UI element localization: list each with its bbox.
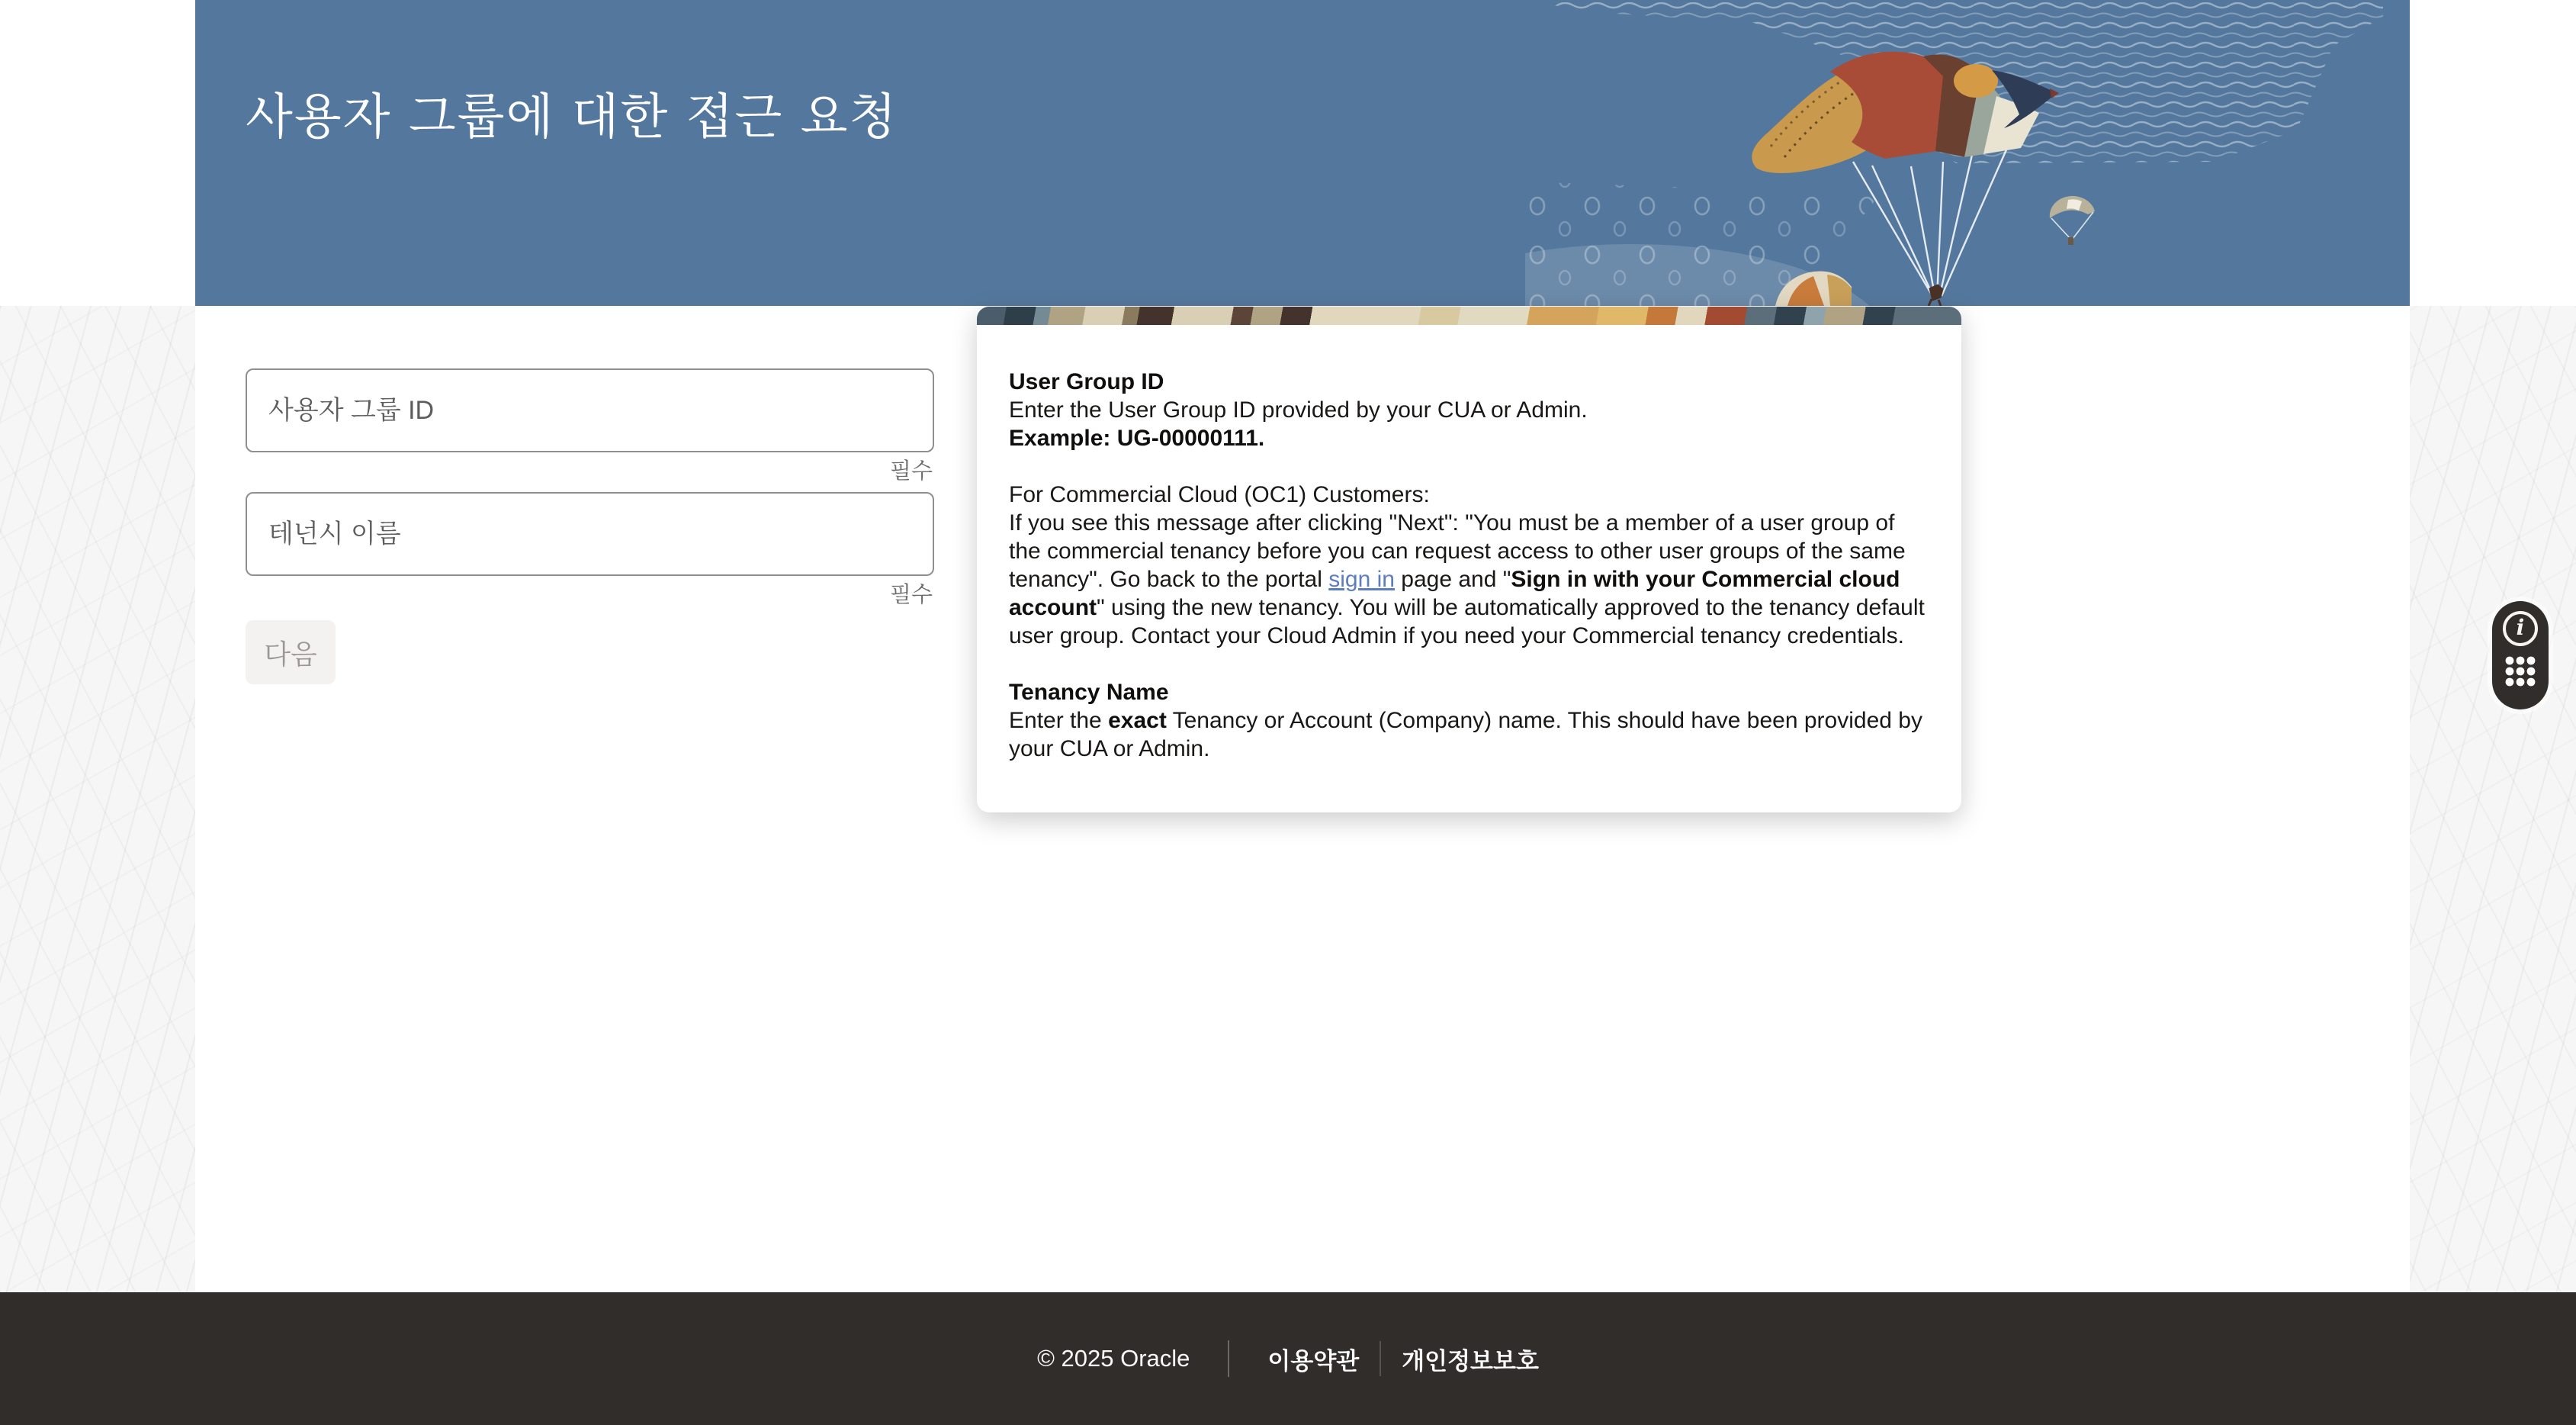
user-group-heading: User Group ID [1009, 369, 1164, 394]
tenancy-seg1: Enter the [1009, 708, 1109, 733]
tenancy-name-input[interactable] [246, 492, 934, 576]
next-button[interactable]: 다음 [246, 620, 336, 684]
access-request-form [246, 368, 934, 684]
panel-body [977, 325, 1961, 795]
commercial-intro: For Commercial Cloud (OC1) Customers: [1009, 482, 1430, 507]
sign-in-link[interactable]: sign in [1328, 567, 1395, 592]
user-group-help [1009, 368, 1931, 452]
grid-icon [2506, 657, 2536, 687]
user-group-line: Enter the User Group ID provided by your CUA or Admin. [1009, 397, 1588, 423]
commercial-seg3: " using the new tenancy. You will be automatically approved to the tenancy default user group. Contact your Cloud Admin if you need your Commercial tenancy credentials. [1009, 595, 1925, 648]
small-parachute [2050, 196, 2095, 245]
required-badge: 필수 [889, 459, 933, 484]
copyright-text: © 2025 Oracle [1037, 1345, 1190, 1372]
page-title: 사용자 그룹에 대한 접근 요청 [246, 89, 898, 146]
parachutist-figure [1929, 285, 1943, 306]
footer-divider [1228, 1340, 1229, 1377]
commercial-cloud-help [1009, 481, 1931, 650]
user-group-example: Example: UG-00000111. [1009, 426, 1265, 451]
help-panel [977, 307, 1961, 812]
footer-divider [1380, 1341, 1381, 1376]
footer [0, 1292, 2576, 1425]
footer-link-terms[interactable]: 이용약관 [1267, 1347, 1360, 1375]
user-group-id-input[interactable] [246, 368, 934, 452]
tenancy-bold: exact [1108, 708, 1167, 733]
panel-decorative-band [977, 307, 1961, 325]
required-badge: 필수 [889, 583, 933, 607]
footer-link-privacy[interactable]: 개인정보보호 [1402, 1347, 1539, 1375]
info-button[interactable] [2503, 611, 2538, 646]
commercial-seg2: page and " [1394, 567, 1511, 592]
tenancy-seg2: Tenancy or Account (Company) name. This should have been provided by your CUA or Admin. [1009, 708, 1922, 761]
commercial-seg1: If you see this message after clicking "Next": "You must be a member of a user group of the commercial tenancy before you can request access to other user groups of the same tenancy". Go back to the portal [1009, 510, 1906, 592]
tenancy-heading: Tenancy Name [1009, 680, 1169, 705]
commercial-bold: Sign in with your Commercial cloud account [1009, 567, 1900, 620]
tenancy-help [1009, 678, 1931, 763]
page-header [195, 0, 2410, 306]
apps-grid-button[interactable] [2504, 655, 2537, 688]
floating-side-widget [2492, 601, 2549, 709]
parachute-illustration [1525, 0, 2410, 306]
info-icon: i [2516, 615, 2525, 640]
